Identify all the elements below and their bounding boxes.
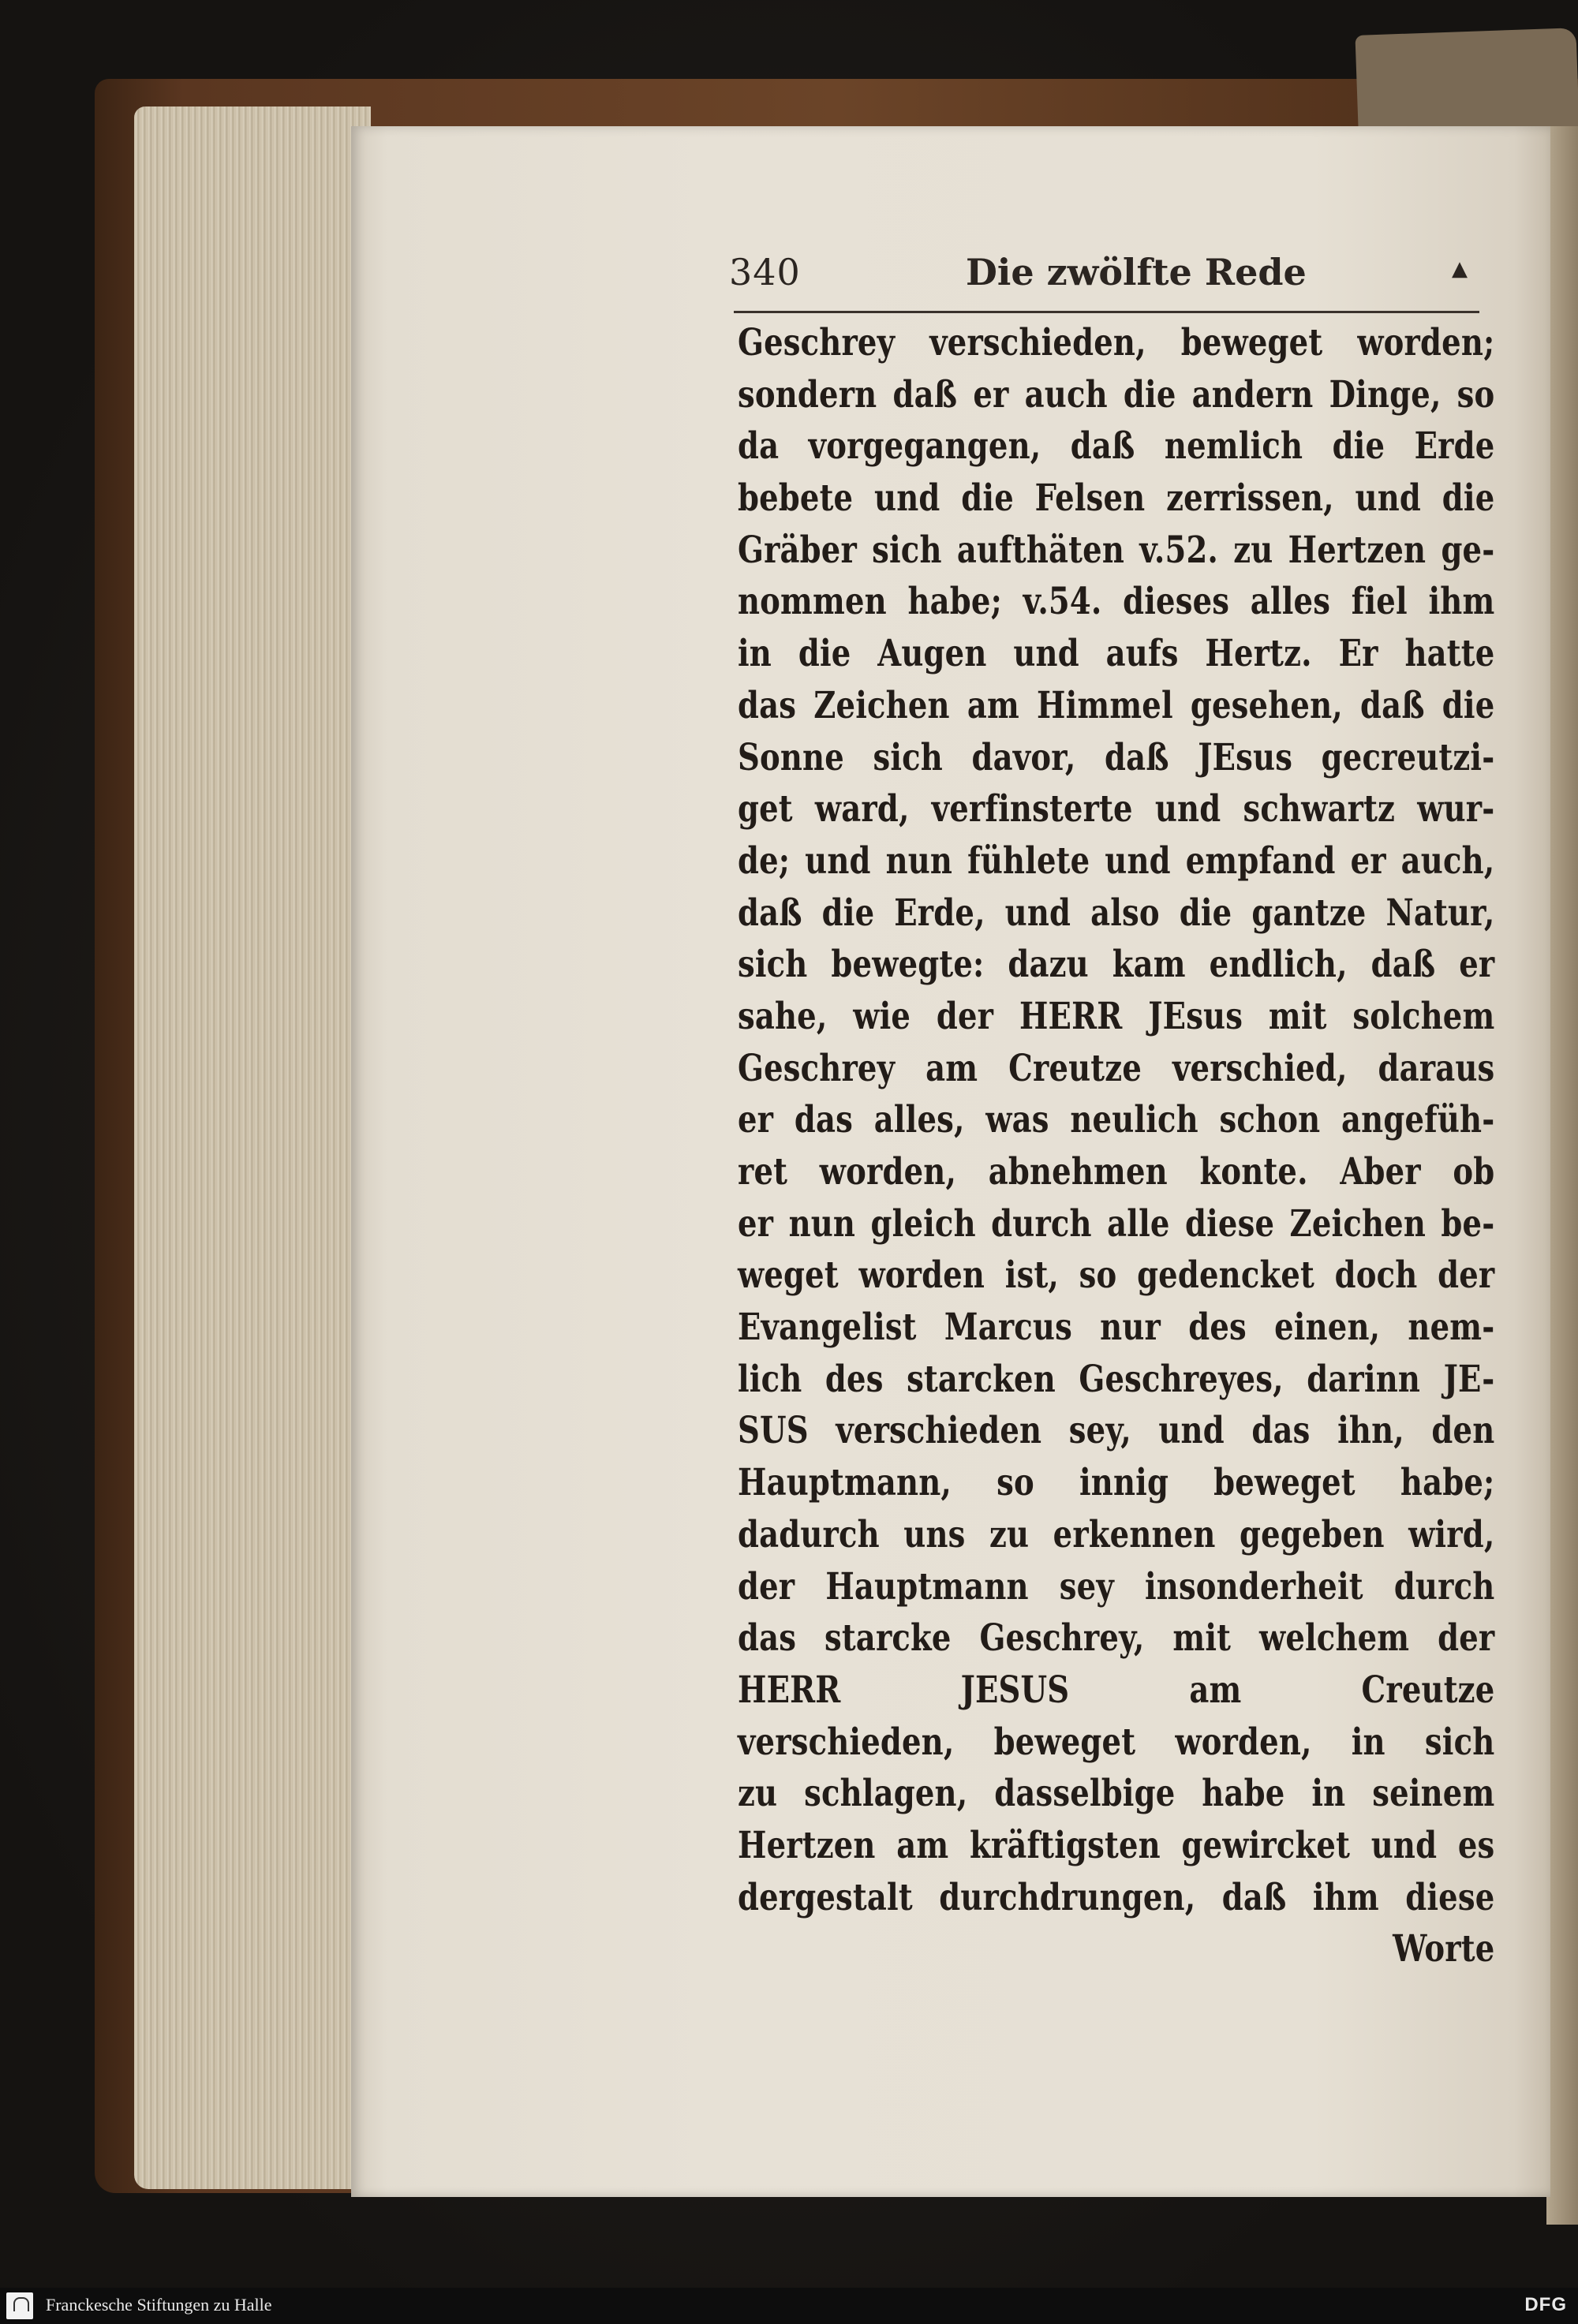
running-head: Die zwölfte Rede — [966, 251, 1307, 293]
text-line: Sonne sich davor, daß JEsus gecreutzi- — [738, 735, 1495, 779]
ornament-mark: ▲ — [1452, 257, 1468, 281]
text-line: sondern daß er auch die andern Dinge, so — [738, 372, 1495, 417]
page-edges — [134, 106, 371, 2189]
text-line: daß die Erde, und also die gantze Natur, — [738, 891, 1495, 935]
text-line: Geschrey am Creutze verschied, daraus — [738, 1046, 1495, 1090]
text-line: dergestalt durchdrungen, daß ihm diese — [738, 1875, 1495, 1919]
text-line: er das alles, was neulich schon angefüh- — [738, 1098, 1495, 1142]
footer-bar — [0, 2288, 1578, 2324]
page-number: 340 — [729, 251, 801, 293]
text-line: verschieden, beweget worden, in sich — [738, 1720, 1495, 1764]
text-line: er nun gleich durch alle diese Zeichen be- — [738, 1201, 1495, 1246]
catchword: Worte — [1393, 1927, 1495, 1971]
text-line: lich des starcken Geschreyes, darinn JE- — [738, 1357, 1495, 1401]
text-line: Gräber sich aufthäten v.52. zu Hertzen ge- — [738, 528, 1495, 572]
text-line: das Zeichen am Himmel gesehen, daß die — [738, 683, 1495, 727]
text-line: der Hauptmann sey insonderheit durch — [738, 1564, 1495, 1608]
text-line: da vorgegangen, daß nemlich die Erde — [738, 424, 1495, 469]
text-line: weget worden ist, so gedencket doch der — [738, 1254, 1495, 1298]
text-line: ret worden, abnehmen konte. Aber ob — [738, 1150, 1495, 1194]
text-line: Hauptmann, so innig beweget habe; — [738, 1461, 1495, 1505]
dfg-logo: DFG — [1524, 2294, 1567, 2315]
text-line: de; und nun fühlete und empfand er auch, — [738, 839, 1495, 883]
text-line: dadurch uns zu erkennen gegeben wird, — [738, 1512, 1495, 1556]
header-rule — [734, 311, 1479, 313]
text-line: SUS verschieden sey, und das ihn, den — [738, 1409, 1495, 1453]
right-page-edge — [1546, 126, 1578, 2225]
footer-institution: Franckesche Stiftungen zu Halle — [46, 2295, 272, 2315]
page-header — [729, 251, 1486, 306]
text-line: Geschrey verschieden, beweget worden; — [738, 321, 1495, 364]
text-line: nommen habe; v.54. dieses alles fiel ihm — [738, 580, 1495, 624]
text-line: sich bewegte: dazu kam endlich, daß er — [738, 943, 1495, 987]
text-line: zu schlagen, dasselbige habe in seinem — [738, 1772, 1495, 1816]
text-line: HERR JESUS am Creutze — [738, 1668, 1495, 1712]
text-line: bebete und die Felsen zerrissen, und die — [738, 476, 1495, 521]
text-line: in die Augen und aufs Hertz. Er hatte — [738, 632, 1495, 676]
text-line: das starcke Geschrey, mit welchem der — [738, 1616, 1495, 1661]
text-line: sahe, wie der HERR JEsus mit solchem — [738, 994, 1495, 1038]
body-text — [738, 317, 1495, 1975]
text-line: Evangelist Marcus nur des einen, nem- — [738, 1306, 1495, 1350]
text-line: get ward, verfinsterte und schwartz wur- — [738, 787, 1495, 831]
text-line: Hertzen am kräftigsten gewircket und es — [738, 1823, 1495, 1867]
institution-logo-icon — [6, 2292, 33, 2319]
